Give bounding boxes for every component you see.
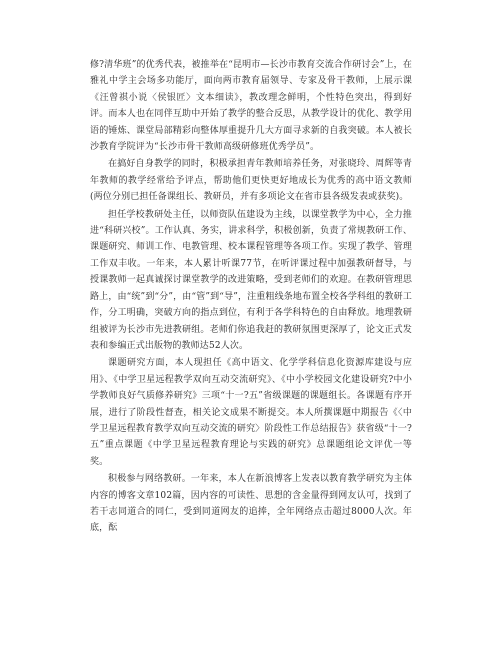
paragraph-research-office: 担任学校教研处主任，以师资队伍建设为主线，以课堂教学为中心，全力推进“科研兴校”。工作认真、务实，讲求科学，积极创新，负责了常规教研工作、课题研究、师训工作、电教管理、校本课程管理等各项工作。实现了教学、管理工作双丰收。一年来，本人累计听课77节，在听评课过程中加强教研督导，与授课教师一起真诚探讨课堂教学的改进策略，受到老师们的欢迎。在教研管理思路上，由“统”到“分”，由“管”到“导”，注重粗线条地布置全校各学科组的教研工作，分工明确，突破方向的指点到位，有利于各学科特色的自由释放。地理教研组被评为长沙市先进教研组。老师们你追我赶的教研氛围更深厚了，论文正式发表和参编正式出版物的教师达52人次。 [90, 209, 412, 351]
paragraph-mentoring: 在搞好自身教学的同时，积极承担青年教师培养任务，对张晓玲、周辉等青年教师的教学经常给予评点，帮助他们更快更好地成长为优秀的高中语文教师(两位分别已担任备课组长、教研员，并有多项论文在省市县各级发表或获奖)。 [90, 159, 412, 203]
paragraph-recognition: 修?清华班”的优秀代表，被推举在“昆明市—长沙市教育交流合作研讨会”上，在雅礼中学主会场多功能厅，面向两市教育届领导、专家及骨干教师，上展示课《汪曾祺小说〈侯银匠〉文本细读》，教改理念鲜明，个性特色突出，得到好评。而本人也在同伴互助中开始了教学的整合反思，从教学设计的优化、教学用语的锤炼、课堂局部精彩向整体厚重提升几大方面寻求新的自我突破。本人被长沙教育学院评为“长沙市骨干教师高级研修班优秀学员”。 [90, 60, 412, 153]
document-body [90, 57, 412, 537]
paragraph-research-projects: 课题研究方面，本人现担任《高中语文、化学学科信息化资源库建设与应用》、《中学卫星远程教学双向互动交流研究》、《中小学校园文化建设研究?中小学教师良好气质修养研究》三项“十一?五”省级课题的课题组长。各课题有序开展，进行了阶段性督查，相关论文成果不断提交。本人所撰课题中期报告《〈中学卫星远程教育教学双向互动交流的研究〉阶段性工作总结报告》获省级“十一?五”重点课题《中学卫星远程教育理论与实践的研究》总课题组论文评优一等奖。 [90, 358, 412, 467]
paragraph-online-research: 积极参与网络教研。一年来，本人在新浪博客上发表以教育教学研究为主体内容的博客文章102篇，因内容的可读性、思想的含金量得到网友认可，找到了若干志同道合的同仁，受到同道网友的追捧，全年网络点击超过8000人次。年底，酝 [90, 474, 412, 534]
